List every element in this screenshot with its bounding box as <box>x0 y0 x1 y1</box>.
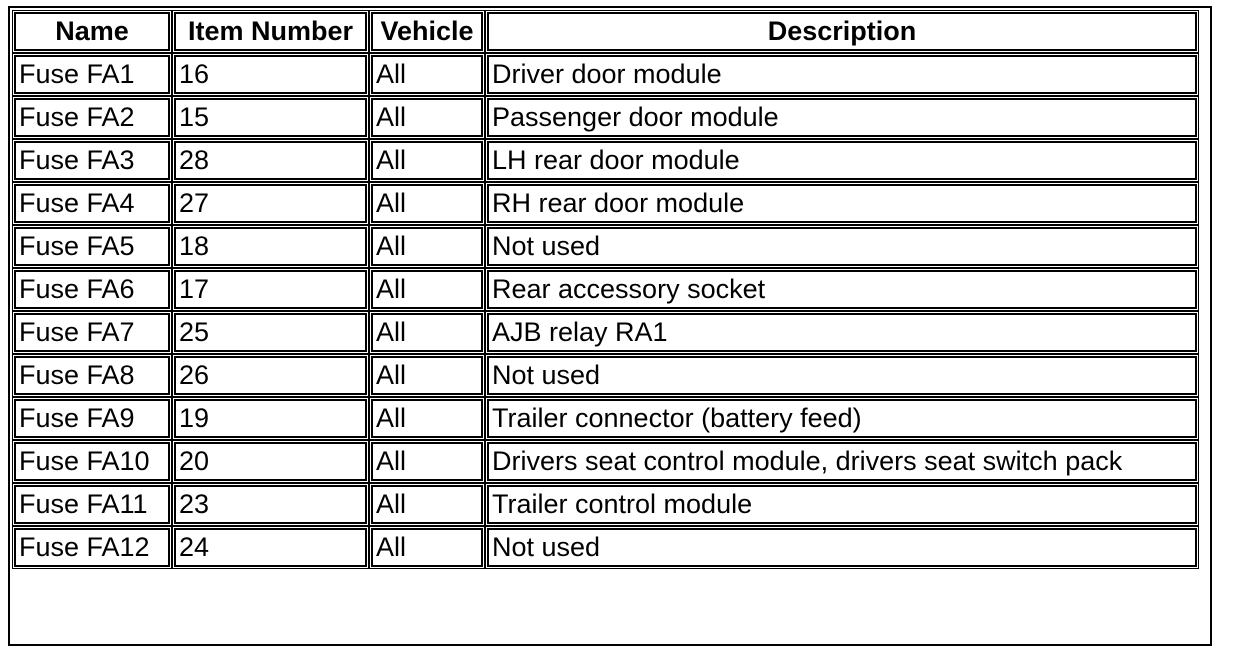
cell-item-number: 27 <box>174 184 367 223</box>
header-vehicle: Vehicle <box>371 12 483 51</box>
cell-name: Fuse FA1 <box>14 55 170 94</box>
cell-description: Not used <box>487 356 1197 395</box>
cell-description: Rear accessory socket <box>487 270 1197 309</box>
cell-name: Fuse FA4 <box>14 184 170 223</box>
cell-name: Fuse FA10 <box>14 442 170 481</box>
table-body <box>14 55 1197 567</box>
cell-vehicle: All <box>371 485 483 524</box>
cell-item-number: 24 <box>174 528 367 567</box>
table-row <box>14 98 1197 137</box>
cell-name: Fuse FA12 <box>14 528 170 567</box>
header-description: Description <box>487 12 1197 51</box>
header-row <box>14 12 1197 51</box>
cell-description: Driver door module <box>487 55 1197 94</box>
cell-description: AJB relay RA1 <box>487 313 1197 352</box>
cell-vehicle: All <box>371 442 483 481</box>
table-row <box>14 313 1197 352</box>
cell-description: Trailer connector (battery feed) <box>487 399 1197 438</box>
table-row <box>14 442 1197 481</box>
cell-vehicle: All <box>371 528 483 567</box>
cell-vehicle: All <box>371 98 483 137</box>
cell-description: RH rear door module <box>487 184 1197 223</box>
cell-item-number: 23 <box>174 485 367 524</box>
cell-name: Fuse FA6 <box>14 270 170 309</box>
table-row <box>14 227 1197 266</box>
cell-vehicle: All <box>371 184 483 223</box>
cell-item-number: 26 <box>174 356 367 395</box>
cell-item-number: 20 <box>174 442 367 481</box>
cell-name: Fuse FA3 <box>14 141 170 180</box>
table-row <box>14 141 1197 180</box>
table-row <box>14 184 1197 223</box>
cell-name: Fuse FA5 <box>14 227 170 266</box>
cell-vehicle: All <box>371 313 483 352</box>
table-row <box>14 356 1197 395</box>
cell-item-number: 17 <box>174 270 367 309</box>
cell-item-number: 16 <box>174 55 367 94</box>
cell-vehicle: All <box>371 141 483 180</box>
cell-item-number: 25 <box>174 313 367 352</box>
table-row <box>14 270 1197 309</box>
cell-vehicle: All <box>371 55 483 94</box>
fuse-table <box>10 8 1201 571</box>
cell-name: Fuse FA11 <box>14 485 170 524</box>
cell-item-number: 28 <box>174 141 367 180</box>
cell-vehicle: All <box>371 270 483 309</box>
table-row <box>14 399 1197 438</box>
cell-description: Passenger door module <box>487 98 1197 137</box>
header-item-number: Item Number <box>174 12 367 51</box>
cell-description: Drivers seat control module, drivers seat switch pack <box>487 442 1197 481</box>
cell-name: Fuse FA8 <box>14 356 170 395</box>
table-row <box>14 55 1197 94</box>
cell-item-number: 15 <box>174 98 367 137</box>
cell-item-number: 18 <box>174 227 367 266</box>
cell-description: LH rear door module <box>487 141 1197 180</box>
cell-name: Fuse FA2 <box>14 98 170 137</box>
cell-vehicle: All <box>371 227 483 266</box>
cell-name: Fuse FA7 <box>14 313 170 352</box>
header-name: Name <box>14 12 170 51</box>
table-header <box>14 12 1197 51</box>
cell-vehicle: All <box>371 356 483 395</box>
cell-vehicle: All <box>371 399 483 438</box>
table-row <box>14 485 1197 524</box>
cell-description: Not used <box>487 227 1197 266</box>
table-row <box>14 528 1197 567</box>
cell-description: Not used <box>487 528 1197 567</box>
cell-item-number: 19 <box>174 399 367 438</box>
cell-name: Fuse FA9 <box>14 399 170 438</box>
cell-description: Trailer control module <box>487 485 1197 524</box>
